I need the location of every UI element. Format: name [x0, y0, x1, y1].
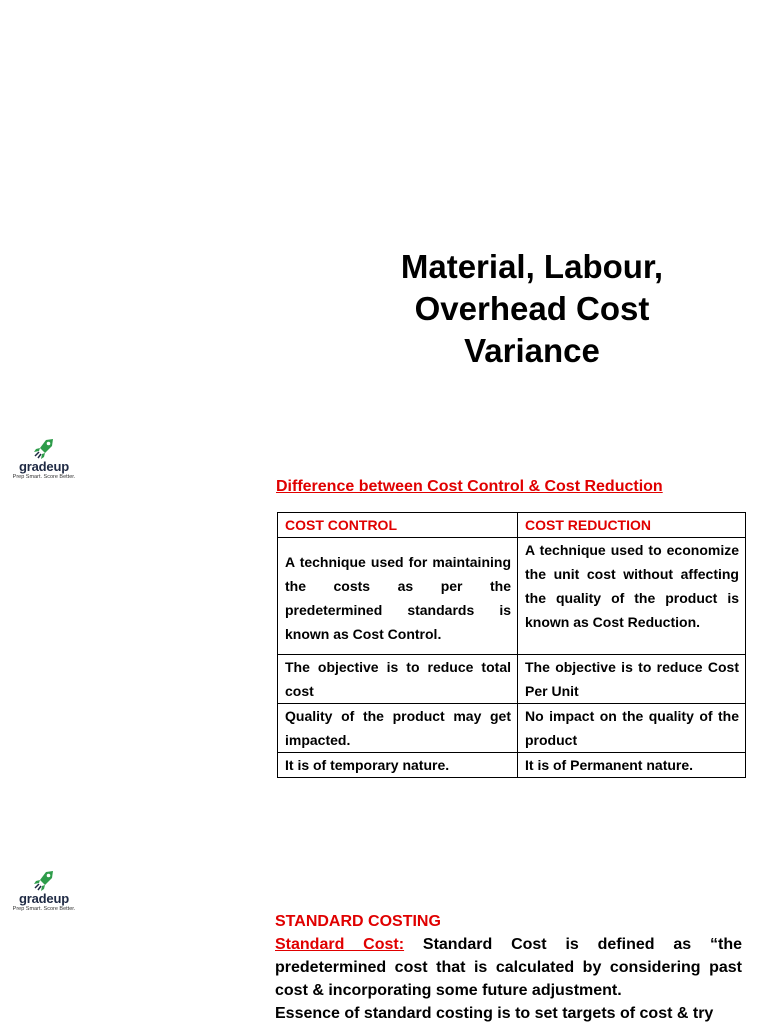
- table-cell: The objective is to reduce total cost: [278, 655, 518, 704]
- gradeup-logo: [4, 870, 84, 913]
- rocket-icon: [31, 870, 57, 892]
- column-header-cost-reduction: COST REDUCTION: [518, 513, 746, 538]
- standard-cost-term: Standard Cost:: [275, 936, 405, 953]
- table-row: [278, 538, 746, 655]
- logo-tagline: Prep Smart. Score Better.: [12, 906, 76, 912]
- table-cell: It is of Permanent nature.: [518, 753, 746, 778]
- table-cell: No impact on the quality of the product: [518, 704, 746, 753]
- gradeup-logo: [4, 438, 84, 481]
- logo-wordmark: gradeup: [19, 891, 69, 906]
- title-line-3: Variance: [464, 332, 600, 369]
- comparison-table: [277, 512, 746, 778]
- table-cell: A technique used to economize the unit cost without affecting the quality of the product is known as Cost Reduction.: [518, 538, 746, 655]
- table-row: [278, 655, 746, 704]
- column-header-cost-control: COST CONTROL: [278, 513, 518, 538]
- title-line-1: Material, Labour,: [400, 248, 664, 285]
- table-cell: Quality of the product may get impacted.: [278, 704, 518, 753]
- essence-text: Essence of standard costing is to set targets of cost & try: [275, 1005, 714, 1022]
- section-heading-comparison: Difference between Cost Control & Cost Reduction: [276, 478, 663, 495]
- table-cell: It is of temporary nature.: [278, 753, 518, 778]
- standard-cost-definition: [275, 933, 742, 1002]
- table-row: [278, 753, 746, 778]
- table-cell: A technique used for maintaining the costs as per the predetermined standards is known as Cost Control.: [278, 538, 518, 655]
- title-line-2: Overhead Cost: [414, 290, 650, 327]
- table-row: [278, 704, 746, 753]
- table-header-row: [278, 513, 746, 538]
- standard-costing-section: [275, 910, 742, 1025]
- section-heading-standard-costing: STANDARD COSTING: [275, 913, 441, 930]
- slide-title: [330, 246, 734, 372]
- logo-tagline: Prep Smart. Score Better.: [12, 474, 76, 480]
- standard-cost-text: Standard Cost is defined as “the predetermined cost that is calculated by considering past cost & incorporating some future adjustment.: [275, 936, 742, 999]
- rocket-icon: [31, 438, 57, 460]
- table-cell: The objective is to reduce Cost Per Unit: [518, 655, 746, 704]
- logo-wordmark: gradeup: [19, 459, 69, 474]
